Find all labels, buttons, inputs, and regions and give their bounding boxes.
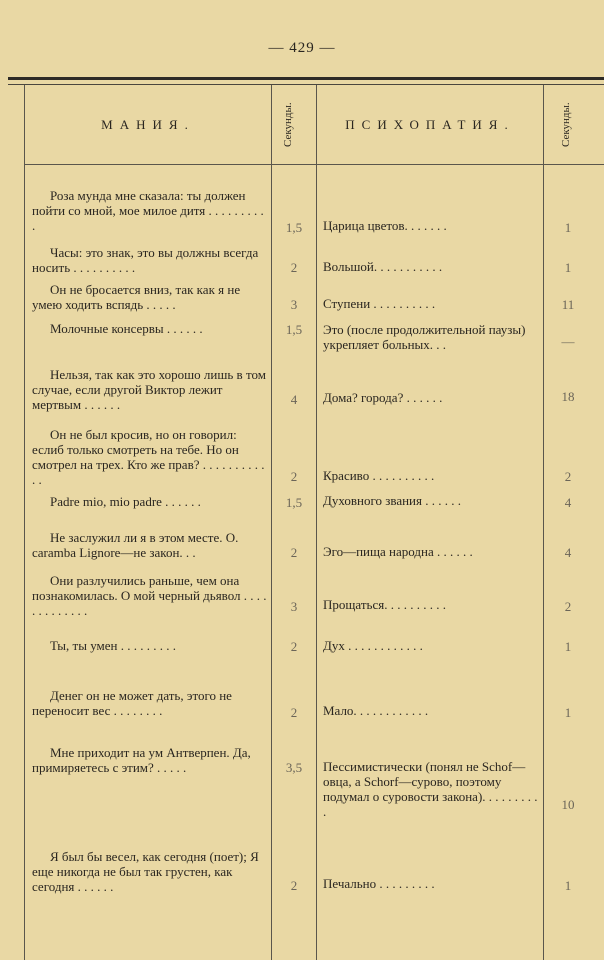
- seconds-mania: 1,5: [285, 495, 303, 510]
- seconds-psycho: 1: [564, 639, 572, 654]
- seconds-mania: 2: [290, 878, 298, 893]
- psycho-cell: Дух . . . . . . . . . . . .: [323, 638, 423, 653]
- mania-cell: Нельзя, так как это хорошо лишь в том случае, если другой Виктор лежит мертвым . . . . . .: [32, 367, 266, 412]
- top-rule: [8, 77, 604, 80]
- seconds-psycho: 10: [561, 797, 575, 812]
- mania-cell: Часы: это знак, это вы должны всегда носить . . . . . . . . . .: [32, 245, 259, 275]
- header-mania: МАНИЯ.: [101, 117, 195, 132]
- top-rule-thin: [8, 84, 604, 85]
- seconds-mania: 2: [290, 705, 298, 720]
- seconds-psycho: 11: [561, 297, 575, 312]
- psycho-cell: Пессимистически (понял не Schof—овца, а Schorf—сурово, поэтому подумал о суровости закона). . . . . . . . . .: [323, 759, 538, 819]
- mania-cell: Я был бы весел, как сегодня (поет); Я еще никогда не был так грустен, как сегодня . . . . . .: [32, 849, 259, 894]
- seconds-psycho: 1: [564, 878, 572, 893]
- column-divider-1: [271, 85, 272, 960]
- seconds-psycho: 2: [564, 469, 572, 484]
- mania-cell: Он не бросается вниз, так как я не умею ходить вспядь . . . . .: [32, 282, 241, 312]
- column-divider-2: [316, 85, 317, 960]
- seconds-psycho: 4: [564, 545, 572, 560]
- seconds-psycho: 18: [561, 389, 575, 404]
- mania-cell: Денег он не может дать, этого не переносит вес . . . . . . . .: [32, 688, 232, 718]
- seconds-psycho: 4: [564, 495, 572, 510]
- mania-cell: Роза мунда мне сказала: ты должен пойти со мной, мое милое дитя . . . . . . . . . .: [32, 188, 264, 233]
- seconds-mania: 2: [290, 260, 298, 275]
- seconds-mania: 3: [290, 297, 298, 312]
- seconds-psycho: 1: [564, 220, 572, 235]
- seconds-psycho: —: [561, 334, 575, 349]
- header-seconds-1: Секунды.: [282, 102, 294, 148]
- mania-cell: Он не был кросив, но он говорил: еслиб только смотреть на тебе. Но он смотрел на трех. Кто же прав? . . . . . . . . . . . .: [32, 427, 265, 487]
- seconds-mania: 4: [290, 392, 298, 407]
- psycho-cell: Ступени . . . . . . . . . .: [323, 296, 436, 311]
- psycho-cell: Эго—пища народна . . . . . .: [323, 544, 473, 559]
- seconds-mania: 2: [290, 639, 298, 654]
- seconds-mania: 3,5: [285, 760, 303, 775]
- seconds-mania: 2: [290, 469, 298, 484]
- psycho-cell: Мало. . . . . . . . . . . .: [323, 703, 429, 718]
- seconds-psycho: 1: [564, 705, 572, 720]
- mania-cell: Не заслужил ли я в этом месте. О. caramba Lignore—не закон. . .: [32, 530, 239, 560]
- header-seconds-2: Секунды.: [560, 102, 572, 148]
- psycho-cell: Дома? города? . . . . . .: [323, 390, 443, 405]
- seconds-mania: 3: [290, 599, 298, 614]
- psycho-cell: Царица цветов. . . . . . .: [323, 218, 447, 233]
- header-psychopathy: ПСИХОПАТИЯ.: [345, 117, 515, 132]
- page-number: — 429 —: [268, 40, 336, 56]
- seconds-mania: 1,5: [285, 220, 303, 235]
- psycho-cell: Прощаться. . . . . . . . . .: [323, 597, 446, 612]
- psycho-cell: Это (после продолжительной паузы) укрепляет больных. . .: [323, 322, 526, 352]
- mania-cell: Они разлучились раньше, чем она познакомилась. О мой черный дьявол . . . . . . . . . . . . .: [32, 573, 267, 618]
- table-border-left: [24, 85, 25, 960]
- column-divider-3: [543, 85, 544, 960]
- seconds-psycho: 2: [564, 599, 572, 614]
- seconds-mania: 1,5: [285, 322, 303, 337]
- psycho-cell: Красиво . . . . . . . . . .: [323, 468, 435, 483]
- seconds-psycho: 1: [564, 260, 572, 275]
- header-rule: [24, 164, 604, 165]
- mania-cell: Мне приходит на ум Антверпен. Да, примиряетесь с этим? . . . . .: [32, 745, 251, 775]
- seconds-mania: 2: [290, 545, 298, 560]
- psycho-cell: Вольшой. . . . . . . . . . .: [323, 259, 443, 274]
- psycho-cell: Печально . . . . . . . . .: [323, 876, 435, 891]
- mania-cell: Молочные консервы . . . . . .: [50, 321, 203, 336]
- mania-cell: Ты, ты умен . . . . . . . . .: [50, 638, 176, 653]
- psycho-cell: Духовного звания . . . . . .: [323, 493, 461, 508]
- mania-cell: Padre mio, mio padre . . . . . .: [50, 494, 201, 509]
